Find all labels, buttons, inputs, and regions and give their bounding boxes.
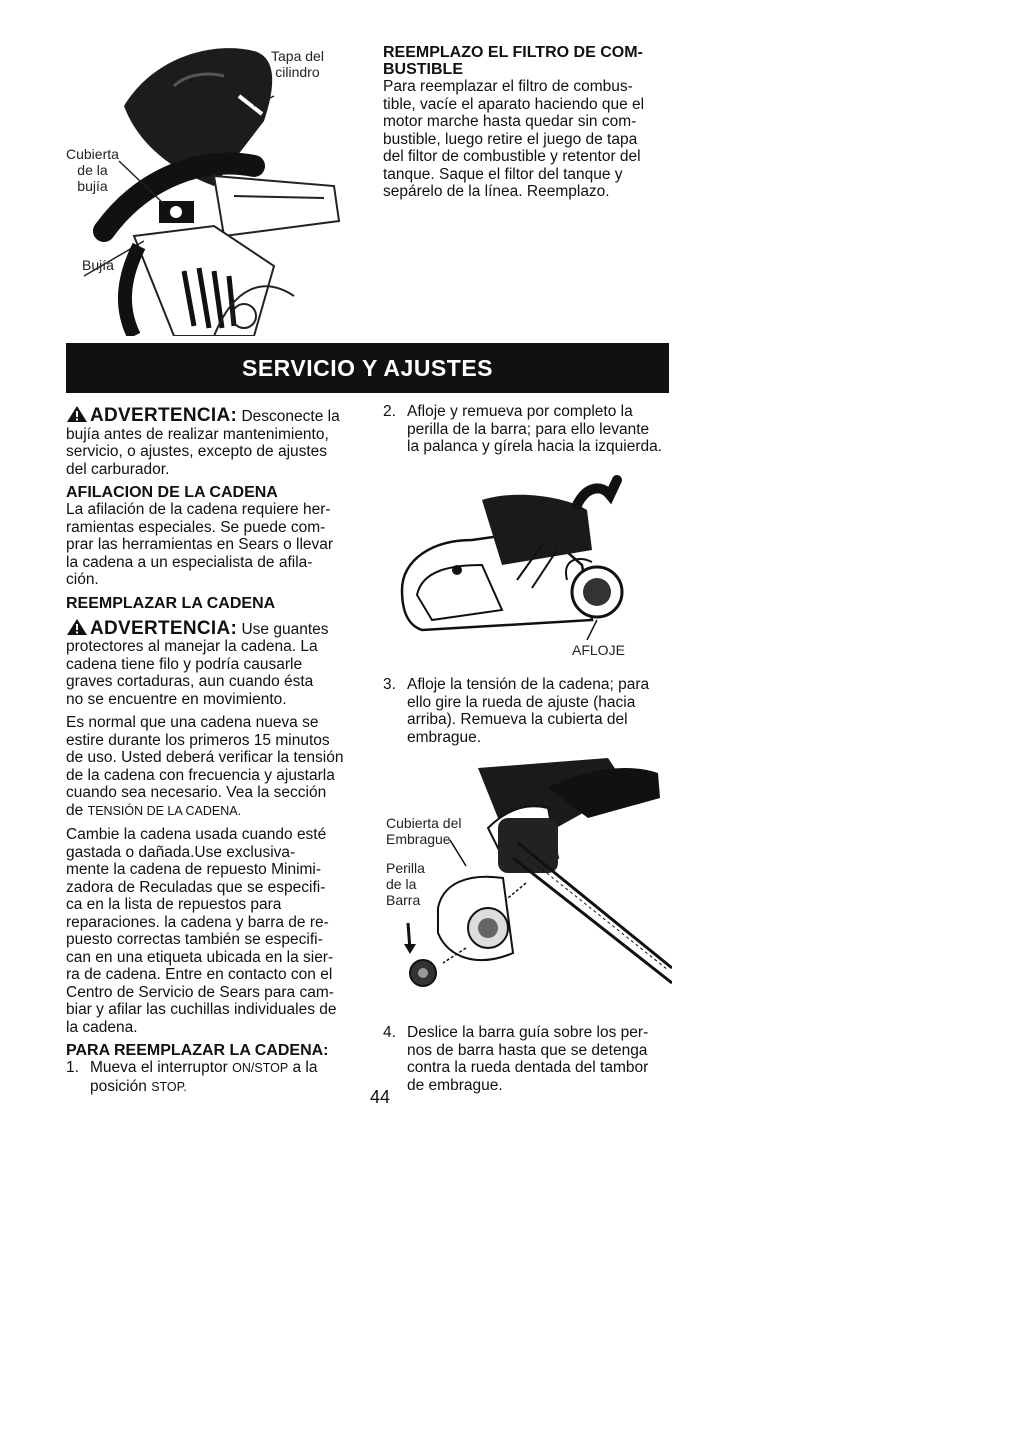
section-banner: SERVICIO Y AJUSTES (66, 343, 669, 393)
bar-knob-illustration (392, 470, 642, 640)
warning-title: ADVERTENCIA: (90, 617, 238, 639)
step-3-block (383, 676, 683, 752)
label-bar-knob: Perilla de la Barra (386, 860, 425, 908)
warning-title: ADVERTENCIA: (90, 405, 238, 426)
fuel-filter-heading: REEMPLAZO EL FILTRO DE COM- BUSTIBLE (383, 44, 643, 78)
step-text: Afloje la tensión de la cadena; para ello gire la rueda de ajuste (hacia arriba). Remueva la cubierta del embrague. (407, 676, 650, 746)
warning-rest: protectores al manejar la cadena. La cadena tiene filo y podría causarle graves cortaduras, aun cuando ésta no se encuentre en movimiento. (66, 638, 318, 708)
fuel-filter-body: Para reemplazar el filtro de combus- tible, vacíe el aparato haciendo que el motor marche hasta quedar sin com- bustible, luego retire el juego de tapa del filtor de combustible y retentor del tanque. Saque el filtor del tanque y sepárelo de la línea. Reemplazo. (383, 78, 645, 200)
warning-gloves (66, 618, 364, 709)
step-smallcaps-b: STOP. (151, 1079, 187, 1094)
stretch-text: Es normal que una cadena nueva se estire durante los primeros 15 minutos de uso. Usted deberá verificar la tensión de la cadena con frecuencia y ajustarla cuando sea necesario. Vea la sección de (66, 714, 344, 819)
step-text: Deslice la barra guía sobre los per- nos de barra hasta que se detenga contra la rueda dentada del tambor de embrague. (407, 1024, 649, 1094)
page-number: 44 (370, 1087, 391, 1107)
step-smallcaps-a: ON/STOP (232, 1061, 289, 1075)
step-1 (66, 1059, 364, 1096)
step-2-block (383, 403, 683, 462)
stretch-paragraph (66, 714, 364, 820)
step-number: 3. (383, 676, 396, 693)
step-4-block (383, 1024, 683, 1100)
warning-disconnect (66, 405, 364, 478)
label-plug-cover: Cubierta de la bujía (66, 146, 119, 194)
sharpen-body: La afilación de la cadena requiere her- ramientas especiales. Se puede com- prar las herramientas en Sears o llevar la cadena a un especialista de afila- ción. (66, 501, 334, 588)
step-number: 1. (66, 1059, 79, 1076)
step-number: 2. (383, 403, 396, 420)
stretch-smallcaps: TENSIÓN DE LA CADENA. (87, 803, 242, 818)
step-3 (383, 676, 683, 746)
warning-first-line: Desconecte la (237, 408, 340, 425)
step-number: 4. (383, 1024, 396, 1041)
step-4 (383, 1024, 683, 1094)
label-clutch-cover: Cubierta del Embrague (386, 815, 462, 847)
step-text: Afloje y remueva por completo la perilla de la barra; para ello levante la palanca y gírela hacia la izquierda. (407, 403, 663, 455)
label-cylinder-cover: Tapa del cilindro (271, 48, 324, 80)
replace-chain-heading: REEMPLAZAR LA CADENA (66, 594, 276, 612)
label-spark-plug: Bujía (82, 257, 114, 273)
left-column (66, 403, 364, 1102)
warning-rest: bujía antes de realizar mantenimiento, servicio, o ajustes, excepto de ajustes del carburador. (66, 425, 329, 478)
warning-icon (66, 618, 88, 636)
step-text-a: Mueva el interruptor (90, 1059, 233, 1076)
warning-first-line: Use guantes (237, 620, 329, 638)
clutch-cover-illustration (388, 758, 672, 1020)
sharpen-heading: AFILACION DE LA CADENA (66, 484, 278, 501)
step-text-b: a la posición (90, 1059, 318, 1095)
warning-icon (66, 405, 88, 423)
label-loosen: AFLOJE (572, 642, 625, 658)
fuel-filter-section (383, 42, 673, 201)
to-replace-heading: PARA REEMPLAZAR LA CADENA: (66, 1042, 329, 1059)
steps-left (66, 1059, 364, 1096)
change-paragraph: Cambie la cadena usada cuando esté gastada o dañada.Use exclusiva- mente la cadena de repuesto Minimi- zadora de Reculadas que se especifi- ca en la lista de repuestos para reparaciones. la cadena y barra de re- puesto correctas también se especifi- can en una etiqueta ubicada en la sier- ra de cadena. Entre en contacto con el Centro de Servicio de Sears para cam- biar y afilar las cuchillas individuales de la cadena. (66, 826, 337, 1036)
step-2 (383, 403, 683, 456)
